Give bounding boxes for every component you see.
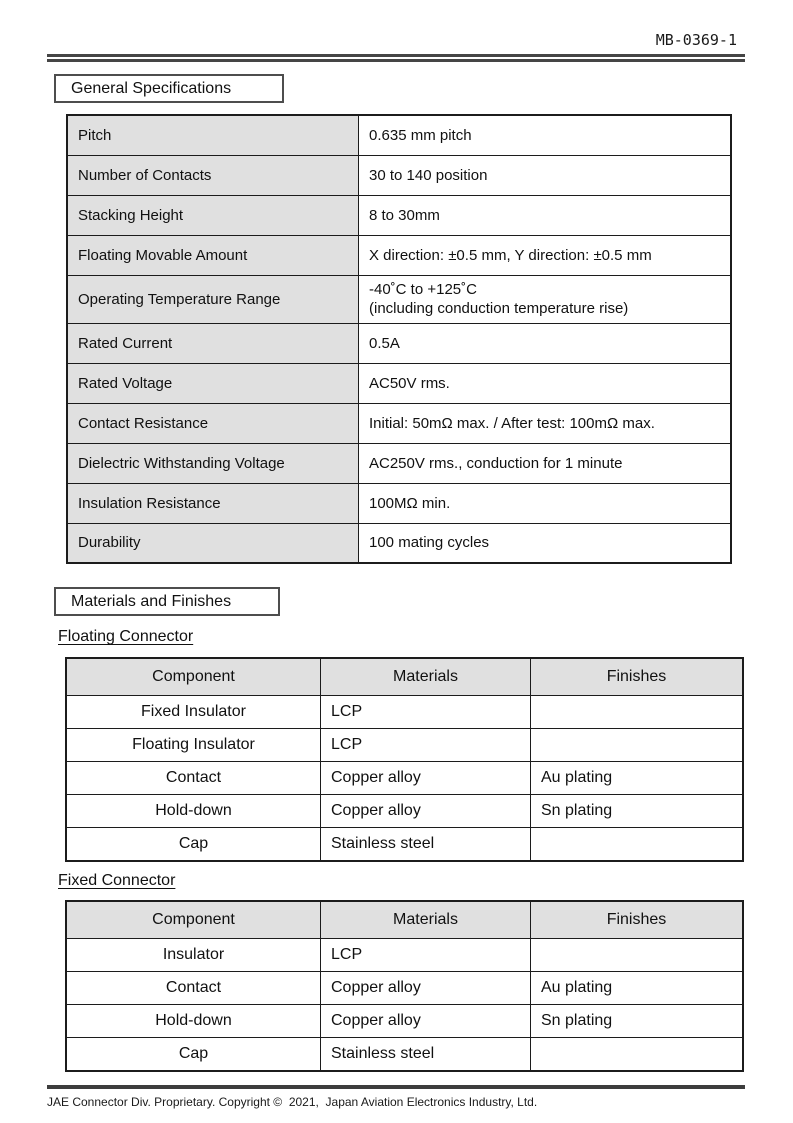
table-row (67, 403, 731, 443)
spec-value: Initial: 50mΩ max. / After test: 100mΩ max. (359, 403, 732, 443)
column-header-finishes: Finishes (531, 901, 744, 939)
component-cell: Floating Insulator (66, 729, 321, 762)
spec-value-line1: -40˚C to +125˚C (369, 281, 477, 298)
finishes-cell: Au plating (531, 762, 744, 795)
column-header-materials: Materials (321, 658, 531, 696)
spec-value: 100 mating cycles (359, 523, 732, 563)
component-cell: Hold-down (66, 1005, 321, 1038)
table-row (67, 155, 731, 195)
component-cell: Hold-down (66, 795, 321, 828)
spec-label: Dielectric Withstanding Voltage (67, 443, 359, 483)
spec-value (359, 275, 732, 323)
table-row (66, 828, 743, 861)
component-cell: Contact (66, 972, 321, 1005)
materials-cell: LCP (321, 696, 531, 729)
footer-rule (47, 1085, 745, 1089)
table-row (67, 323, 731, 363)
table-header-row (66, 658, 743, 696)
finishes-cell (531, 729, 744, 762)
table-row (67, 363, 731, 403)
column-header-component: Component (66, 901, 321, 939)
materials-cell: Copper alloy (321, 795, 531, 828)
spec-value: 0.635 mm pitch (359, 115, 732, 155)
general-specifications-table (66, 114, 732, 564)
table-row (67, 275, 731, 323)
section-heading-general-specifications: General Specifications (54, 74, 284, 103)
table-row (66, 795, 743, 828)
document-number: MB-0369-1 (655, 31, 737, 49)
spec-label: Durability (67, 523, 359, 563)
column-header-materials: Materials (321, 901, 531, 939)
footer-copyright: JAE Connector Div. Proprietary. Copyright © 2021, Japan Aviation Electronics Industry, Ltd. (47, 1095, 538, 1109)
materials-cell: Stainless steel (321, 828, 531, 861)
table-row (67, 483, 731, 523)
table-row (66, 729, 743, 762)
floating-connector-table (65, 657, 744, 862)
spec-label: Pitch (67, 115, 359, 155)
fixed-connector-table (65, 900, 744, 1072)
finishes-cell (531, 828, 744, 861)
spec-label: Rated Voltage (67, 363, 359, 403)
component-cell: Insulator (66, 939, 321, 972)
spec-value: 30 to 140 position (359, 155, 732, 195)
finishes-cell: Sn plating (531, 1005, 744, 1038)
table-row (67, 443, 731, 483)
table-row (66, 1038, 743, 1071)
component-cell: Cap (66, 1038, 321, 1071)
column-header-finishes: Finishes (531, 658, 744, 696)
table-row (67, 195, 731, 235)
table-row (66, 696, 743, 729)
spec-value-line2: (including conduction temperature rise) (369, 300, 629, 317)
spec-value: X direction: ±0.5 mm, Y direction: ±0.5 mm (359, 235, 732, 275)
finishes-cell: Au plating (531, 972, 744, 1005)
table-row (66, 939, 743, 972)
spec-value: 0.5A (359, 323, 732, 363)
spec-label: Operating Temperature Range (67, 275, 359, 323)
header-double-rule (47, 54, 745, 62)
spec-label: Insulation Resistance (67, 483, 359, 523)
materials-cell: LCP (321, 939, 531, 972)
subheading-floating-connector: Floating Connector (58, 628, 194, 645)
spec-value: AC50V rms. (359, 363, 732, 403)
table-row (67, 115, 731, 155)
component-cell: Cap (66, 828, 321, 861)
finishes-cell (531, 1038, 744, 1071)
spec-label: Contact Resistance (67, 403, 359, 443)
materials-cell: Copper alloy (321, 972, 531, 1005)
spec-value: 8 to 30mm (359, 195, 732, 235)
spec-label: Rated Current (67, 323, 359, 363)
materials-cell: Copper alloy (321, 1005, 531, 1038)
finishes-cell (531, 939, 744, 972)
materials-cell: Copper alloy (321, 762, 531, 795)
materials-cell: LCP (321, 729, 531, 762)
spec-value: AC250V rms., conduction for 1 minute (359, 443, 732, 483)
table-row (67, 235, 731, 275)
section-heading-materials-and-finishes: Materials and Finishes (54, 587, 280, 616)
component-cell: Fixed Insulator (66, 696, 321, 729)
spec-label: Number of Contacts (67, 155, 359, 195)
finishes-cell: Sn plating (531, 795, 744, 828)
materials-cell: Stainless steel (321, 1038, 531, 1071)
finishes-cell (531, 696, 744, 729)
column-header-component: Component (66, 658, 321, 696)
component-cell: Contact (66, 762, 321, 795)
table-header-row (66, 901, 743, 939)
subheading-fixed-connector: Fixed Connector (58, 872, 176, 889)
table-row (66, 762, 743, 795)
table-row (67, 523, 731, 563)
spec-label: Stacking Height (67, 195, 359, 235)
table-row (66, 1005, 743, 1038)
table-row (66, 972, 743, 1005)
spec-label: Floating Movable Amount (67, 235, 359, 275)
spec-value: 100MΩ min. (359, 483, 732, 523)
